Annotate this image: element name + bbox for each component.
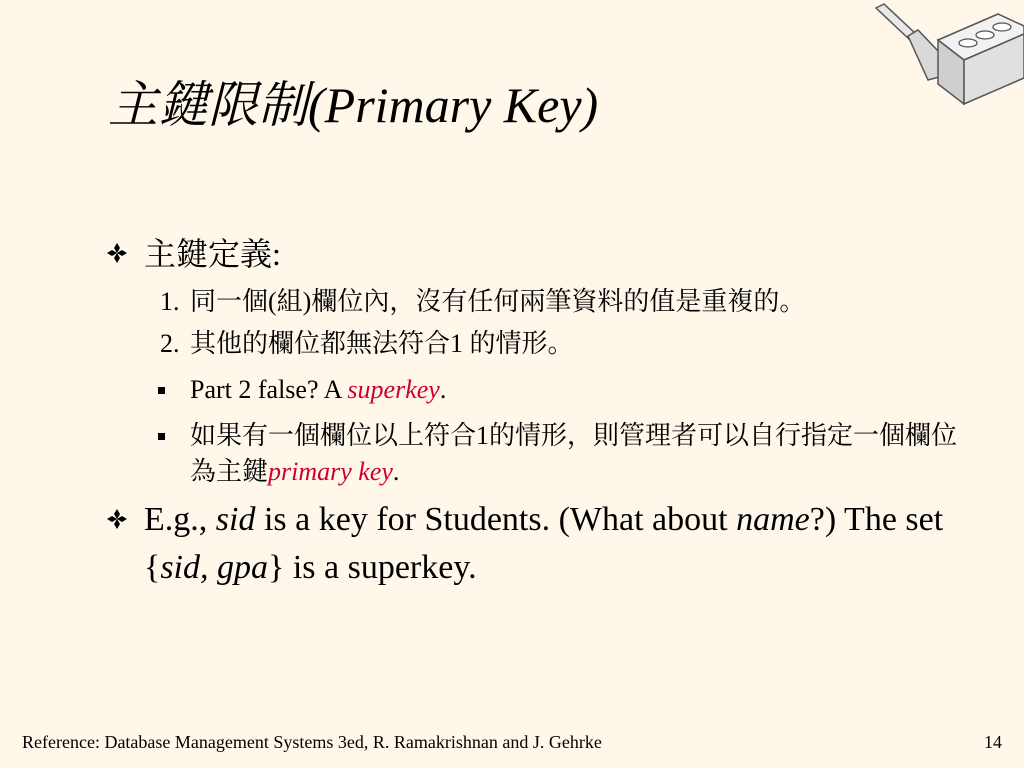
slide-content: [100, 230, 980, 592]
bullet-label: 主鍵定義:: [144, 236, 281, 272]
example-emph-sid: sid: [215, 501, 256, 538]
example-text-1: E.g.,: [144, 501, 216, 538]
sub-bullet-tail: .: [392, 457, 400, 486]
item-text: 同一個(組)欄位內，沒有任何兩筆資料的值是重複的。: [190, 287, 806, 316]
footer-reference: Reference: Database Management Systems 3ed, R. Ramakrishnan and J. Gehrke: [22, 732, 602, 752]
sub-bullet-tail: .: [439, 375, 447, 404]
page-number: 14: [984, 732, 1002, 752]
bullet-primary-key-definition: [100, 230, 980, 278]
four-diamond-bullet-icon: [106, 508, 128, 530]
numbered-item-2: [100, 326, 980, 362]
item-text: 其他的欄位都無法符合1 的情形。: [190, 329, 574, 358]
square-bullet-icon: [158, 433, 165, 440]
bullet-example: [100, 496, 980, 592]
emphasis-superkey: superkey: [347, 375, 440, 404]
sub-bullet-primary-key: [100, 418, 980, 490]
item-number: 2.: [160, 329, 180, 358]
example-text-4: } is a superkey.: [268, 549, 477, 586]
square-bullet-icon: [158, 387, 165, 394]
example-emph-sid-gpa: sid, gpa: [160, 549, 269, 586]
example-text-2: is a key for Students. (What about: [255, 501, 737, 538]
slide-title: 主鍵限制(Primary Key): [108, 77, 599, 133]
brick-trowel-icon: [868, 0, 1024, 108]
sub-bullet-text: Part 2 false? A: [190, 375, 348, 404]
emphasis-primary-key: primary key: [268, 457, 393, 486]
example-emph-name: name: [736, 501, 810, 538]
sub-bullet-text: 如果有一個欄位以上符合1的情形，則管理者可以自行指定一個欄位為主鍵: [190, 421, 958, 486]
numbered-item-1: [100, 284, 980, 320]
item-number: 1.: [160, 287, 180, 316]
sub-bullet-superkey: [100, 372, 980, 408]
four-diamond-bullet-icon: [106, 242, 128, 264]
example-text-3: ?) The set {: [144, 501, 944, 586]
